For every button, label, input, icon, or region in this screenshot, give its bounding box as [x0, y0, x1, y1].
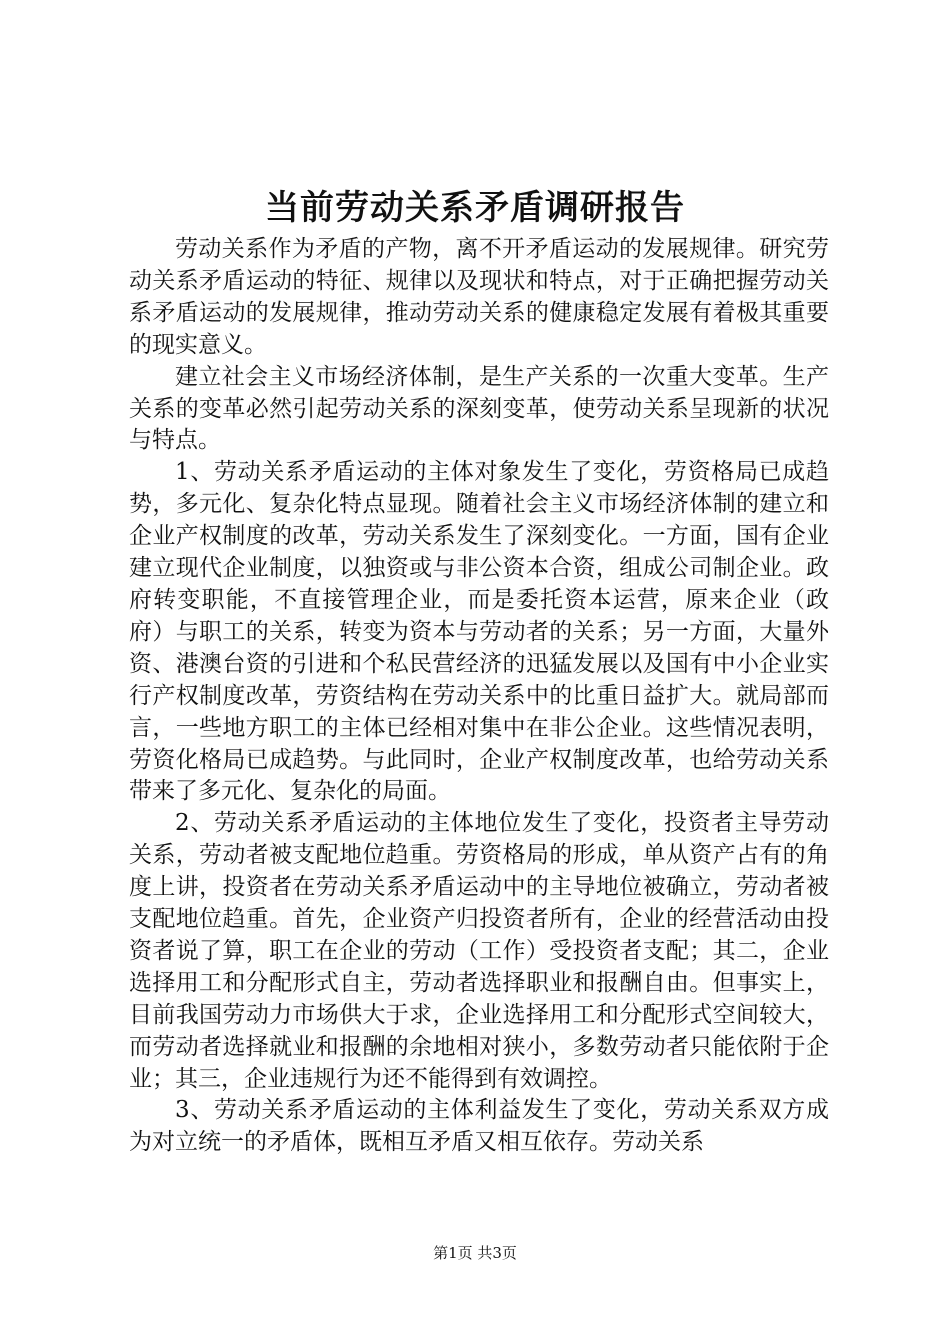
paragraph-point-2: 2、劳动关系矛盾运动的主体地位发生了变化，投资者主导劳动关系，劳动者被支配地位趋重。劳资格局的形成，单从资产占有的角度上讲，投资者在劳动关系矛盾运动中的主导地位被确立，劳动者被支配地位趋重。首先，企业资产归投资者所有，企业的经营活动由投资者说了算，职工在企业的劳动（工作）受投资者支配；其二，企业选择用工和分配形式自主，劳动者选择职业和报酬自由。但事实上，目前我国劳动力市场供大于求，企业选择用工和分配形式空间较大，而劳动者选择就业和报酬的余地相对狭小，多数劳动者只能依附于企业；其三，企业违规行为还不能得到有效调控。 — [129, 810, 829, 1092]
document-body — [129, 234, 829, 1159]
paragraph-point-1: 1、劳动关系矛盾运动的主体对象发生了变化，劳资格局已成趋势，多元化、复杂化特点显现。随着社会主义市场经济体制的建立和企业产权制度的改革，劳动关系发生了深刻变化。一方面，国有企业建立现代企业制度，以独资或与非公资本合资，组成公司制企业。政府转变职能，不直接管理企业，而是委托资本运营，原来企业（政府）与职工的关系，转变为资本与劳动者的关系；另一方面，大量外资、港澳台资的引进和个私民营经济的迅猛发展以及国有中小企业实行产权制度改革，劳资结构在劳动关系中的比重日益扩大。就局部而言，一些地方职工的主体已经相对集中在非公企业。这些情况表明，劳资化格局已成趋势。与此同时，企业产权制度改革，也给劳动关系带来了多元化、复杂化的局面。 — [129, 459, 829, 805]
paragraph-intro: 劳动关系作为矛盾的产物，离不开矛盾运动的发展规律。研究劳动关系矛盾运动的特征、规律以及现状和特点，对于正确把握劳动关系矛盾运动的发展规律，推动劳动关系的健康稳定发展有着极其重要的现实意义。 — [129, 236, 829, 358]
paragraph-background: 建立社会主义市场经济体制，是生产关系的一次重大变革。生产关系的变革必然引起劳动关系的深刻变革，使劳动关系呈现新的状况与特点。 — [129, 363, 829, 454]
paragraph-point-3: 3、劳动关系矛盾运动的主体利益发生了变化，劳动关系双方成为对立统一的矛盾体，既相互矛盾又相互依存。劳动关系 — [129, 1097, 829, 1156]
document-title: 当前劳动关系矛盾调研报告 — [265, 188, 685, 228]
page-number-footer: 第1页 共3页 — [433, 1244, 517, 1262]
